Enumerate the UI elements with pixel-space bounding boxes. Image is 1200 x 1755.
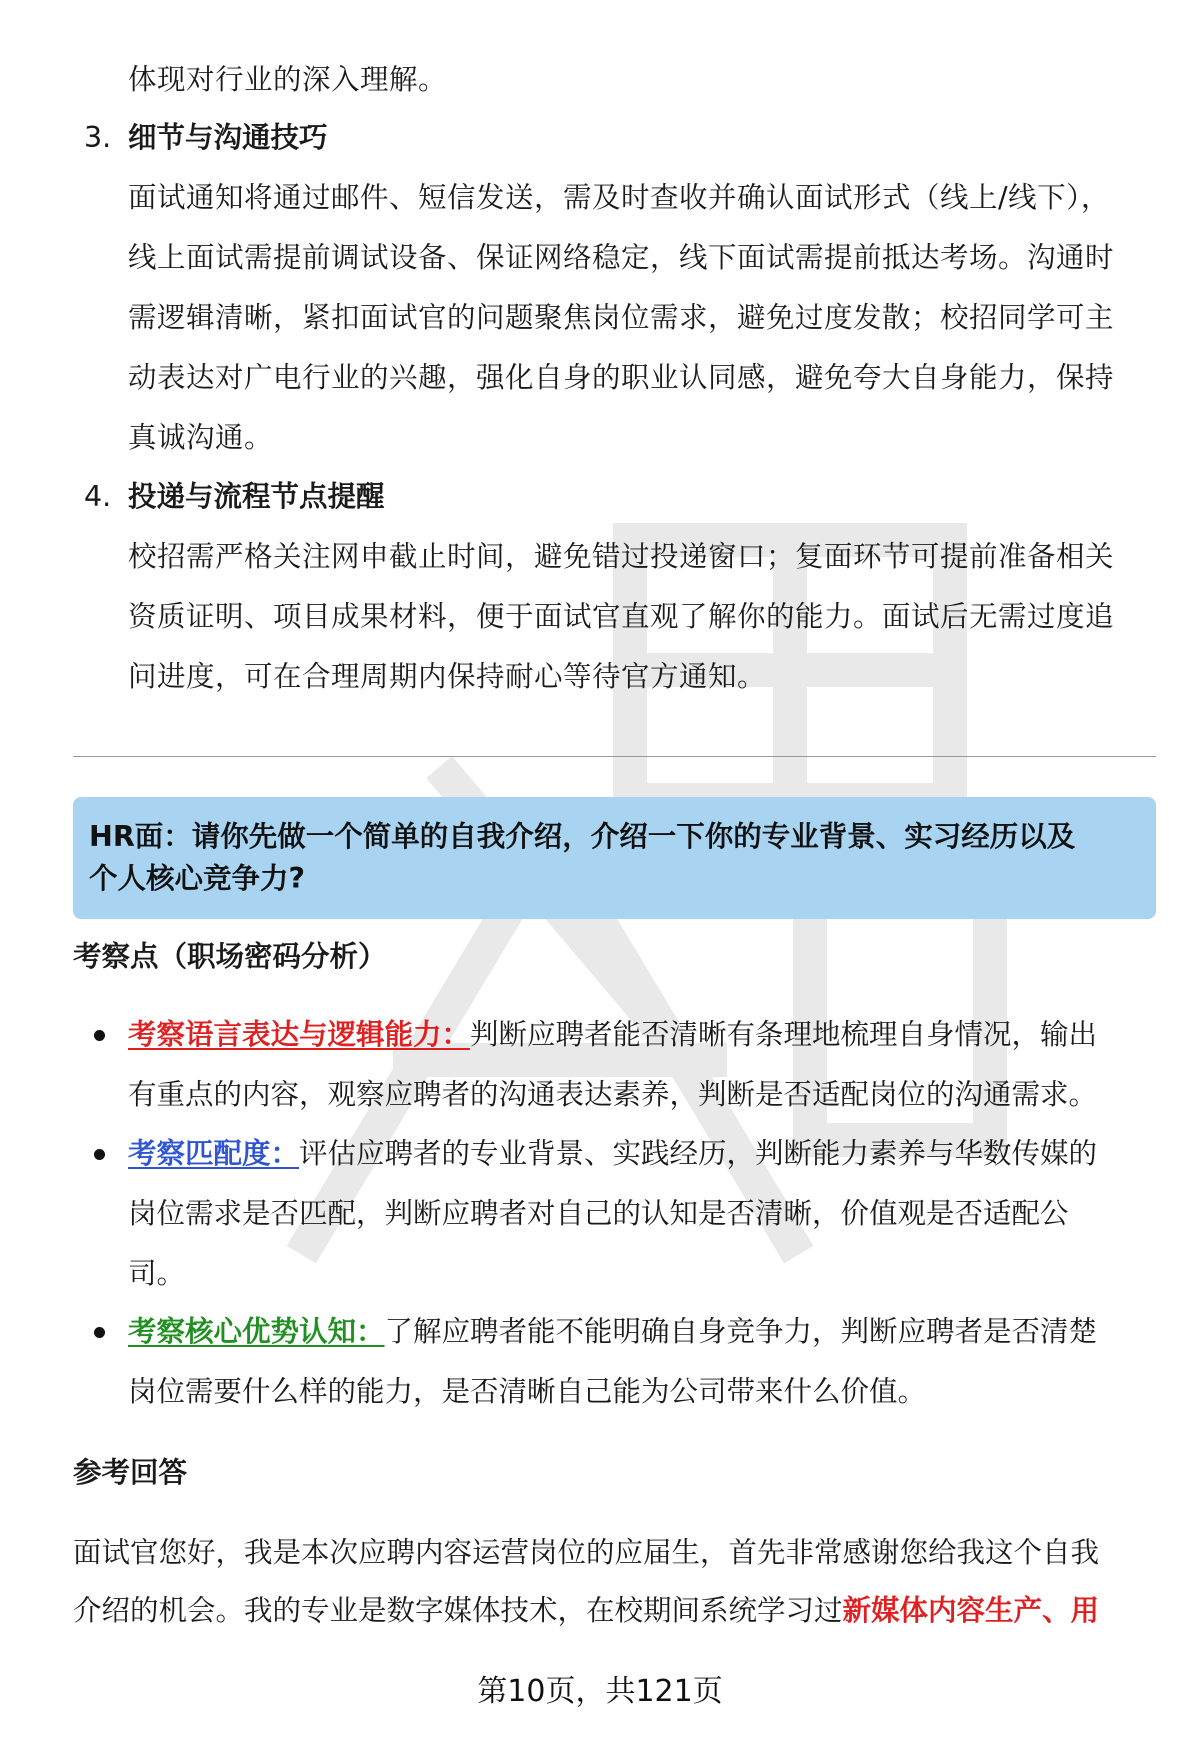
- kaocha-title: 考察点（职场密码分析）: [73, 940, 387, 973]
- answer-line: 面试官您好，我是本次应聘内容运营岗位的应届生，首先非常感谢您给我这个自我: [73, 1536, 1100, 1569]
- section-3-number: 3.: [84, 121, 112, 154]
- bullet-text: 判断应聘者能否清晰有条理地梳理自身情况，输出: [470, 1018, 1098, 1051]
- bullet-keyword: 考察核心优势认知：: [128, 1315, 385, 1348]
- section-3-line: 线上面试需提前调试设备、保证网络稳定，线下面试需提前抵达考场。沟通时: [128, 241, 1115, 274]
- bullet-dot-icon: [94, 1030, 105, 1041]
- section-3-title: 细节与沟通技巧: [128, 121, 328, 154]
- bullet-text: 岗位需求是否匹配，判断应聘者对自己的认知是否清晰，价值观是否适配公: [128, 1197, 1069, 1230]
- section-4-title: 投递与流程节点提醒: [128, 480, 385, 513]
- section-3-heading: [84, 108, 328, 168]
- reference-answer: [73, 1524, 1156, 1640]
- section-divider: [73, 756, 1156, 757]
- answer-highlight: 新媒体内容生产、用: [842, 1594, 1100, 1627]
- bullet-text: 司。: [128, 1257, 186, 1290]
- bullet-text: 岗位需要什么样的能力，是否清晰自己能为公司带来什么价值。: [128, 1375, 927, 1408]
- section-4-number: 4.: [84, 480, 112, 513]
- question-callout: [73, 797, 1156, 919]
- section-3-line: 需逻辑清晰，紧扣面试官的问题聚焦岗位需求，避免过度发散；校招同学可主: [128, 301, 1115, 334]
- section-4-heading: [84, 467, 385, 527]
- section-3-body: [128, 168, 1148, 468]
- page-number: 第10页，共121页: [477, 1674, 723, 1709]
- bullet-keyword: 考察语言表达与逻辑能力：: [128, 1018, 471, 1051]
- section-3-line: 真诚沟通。: [128, 421, 274, 454]
- question-line: 个人核心竞争力?: [89, 862, 306, 895]
- bullet-keyword: 考察匹配度：: [128, 1137, 300, 1170]
- bullet-item: [128, 1005, 1148, 1125]
- bullet-dot-icon: [94, 1149, 105, 1160]
- bullet-text: 有重点的内容，观察应聘者的沟通表达素养，判断是否适配岗位的沟通需求。: [128, 1078, 1098, 1111]
- section-3-line: 面试通知将通过邮件、短信发送，需及时查收并确认面试形式（线上/线下），: [128, 181, 1110, 214]
- bullet-item: [128, 1124, 1148, 1304]
- question-line: HR面：请你先做一个简单的自我介绍，介绍一下你的专业背景、实习经历以及: [89, 820, 1076, 853]
- section-4-body: [128, 527, 1148, 707]
- bullet-item: [128, 1302, 1148, 1422]
- lead-line: 体现对行业的深入理解。: [128, 63, 448, 96]
- section-3-line: 动表达对广电行业的兴趣，强化自身的职业认同感，避免夸大自身能力，保持: [128, 361, 1115, 394]
- bullet-text: 了解应聘者能不能明确自身竞争力，判断应聘者是否清楚: [384, 1315, 1098, 1348]
- bullet-dot-icon: [94, 1327, 105, 1338]
- section-4-line: 问进度，可在合理周期内保持耐心等待官方通知。: [128, 660, 767, 693]
- reference-title: 参考回答: [73, 1456, 188, 1489]
- section-4-line: 校招需严格关注网申截止时间，避免错过投递窗口；复面环节可提前准备相关: [128, 540, 1115, 573]
- answer-line: [73, 1582, 1156, 1640]
- section-4-line: 资质证明、项目成果材料，便于面试官直观了解你的能力。面试后无需过度追: [128, 600, 1115, 633]
- answer-text: 介绍的机会。我的专业是数字媒体技术，在校期间系统学习过: [73, 1594, 843, 1627]
- bullet-text: 评估应聘者的专业背景、实践经历，判断能力素养与华数传媒的: [299, 1137, 1098, 1170]
